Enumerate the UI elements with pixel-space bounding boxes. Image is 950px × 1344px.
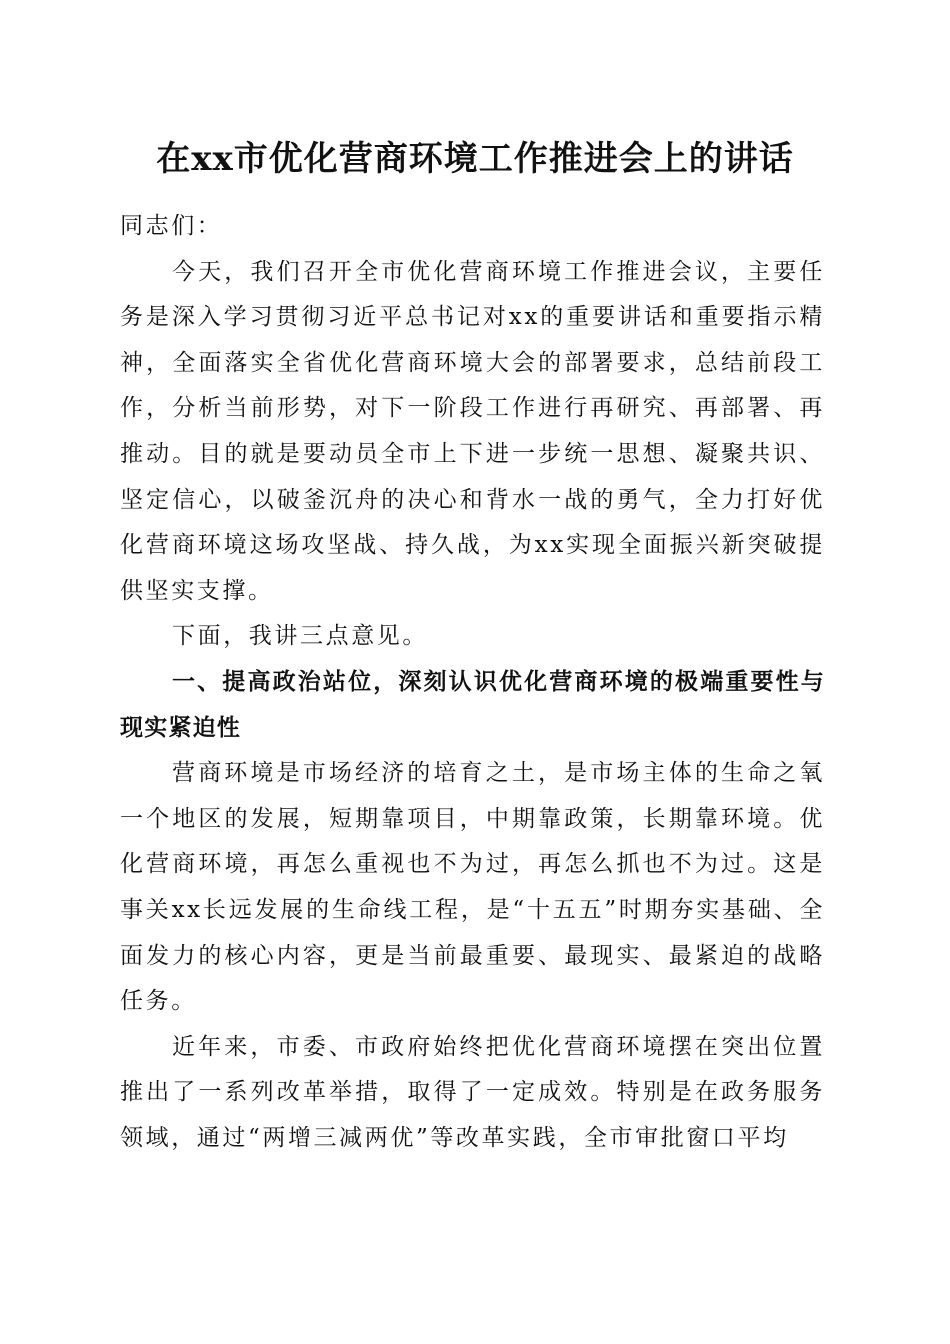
section-heading-one: 一、提高政治站位，深刻认识优化营商环境的极端重要性与现实紧迫性: [120, 668, 825, 741]
paragraph-recent-years: 近年来，市委、市政府始终把优化营商环境摆在突出位置推出了一系列改革举措，取得了一定成效。特别是在政务服务领域，通过“两增三减两优”等改革实践，全市审批窗口平均: [120, 1033, 825, 1151]
paragraph-outline: 下面，我讲三点意见。: [172, 623, 428, 650]
salutation: 同志们：: [120, 213, 223, 239]
document-title: 在xx市优化营商环境工作推进会上的讲话: [156, 139, 794, 179]
document-body: [120, 204, 825, 1161]
paragraph-intro: 今天，我们召开全市优化营商环境工作推进会议，主要任务是深入学习贯彻习近平总书记对xx的重要讲话和重要指示精神，全面落实全省优化营商环境大会的部署要求，总结前段工作，分析当前形势，对下一阶段工作进行再研究、再部署、再推动。目的就是要动员全市上下进一步统一思想、凝聚共识、坚定信心，以破釜沉舟的决心和背水一战的勇气，全力打好优化营商环境这场攻坚战、持久战，为xx实现全面振兴新突破提供坚实支撑。: [120, 258, 825, 604]
paragraph-business-environment: 营商环境是市场经济的培育之土，是市场主体的生命之氧一个地区的发展，短期靠项目，中期靠政策，长期靠环境。优化营商环境，再怎么重视也不为过，再怎么抓也不为过。这是事关xx长远发展的生命线工程，是“十五五”时期夯实基础、全面发力的核心内容，更是当前最重要、最现实、最紧迫的战略任务。: [120, 760, 825, 1015]
